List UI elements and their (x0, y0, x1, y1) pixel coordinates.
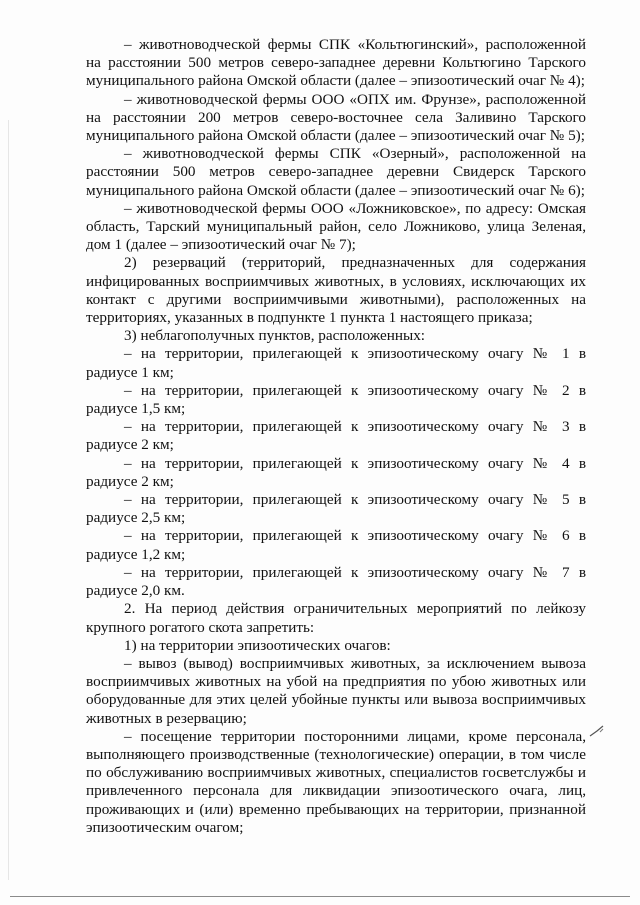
paragraph-radius-7: – на территории, прилегающей к эпизоотическому очагу № 7 в радиусе 2,0 км. (86, 563, 586, 600)
scan-edge-shadow (8, 120, 9, 880)
page-bottom-rule (10, 896, 630, 897)
paragraph-radius-6: – на территории, прилегающей к эпизоотическому очагу № 6 в радиусе 1,2 км; (86, 527, 586, 563)
paragraph-focus-7: – животноводческой фермы ООО «Ложниковское», по адресу: Омская область, Тарский муниципальный район, село Ложниково, улица Зеленая, дом 1 (далее – эпизоотический очаг № 7); (86, 199, 586, 254)
paragraph-radius-5: – на территории, прилегающей к эпизоотическому очагу № 5 в радиусе 2,5 км; (86, 491, 586, 527)
paragraph-visit-ban: – посещение территории посторонними лицами, кроме персонала, выполняющего производственные (технологические) операции, в том числе по обслуживанию восприимчивых животных, специалистов госветслужбы и привлеченного персонала для ликвидации эпизоотического очага, лиц, проживающих и (или) временно пребывающих на территории, признанной эпизоотическим очагом; (86, 727, 586, 836)
paragraph-focus-4: – животноводческой фермы СПК «Кольтюгинский», расположенной на расстоянии 500 метров северо-западнее деревни Кольтюгино Тарского муниципального района Омской области (далее – эпизоотический очаг № 4); (86, 36, 586, 90)
paragraph-subitem-1: 1) на территории эпизоотических очагов: (124, 636, 391, 654)
paragraph-radius-4: – на территории, прилегающей к эпизоотическому очагу № 4 в радиусе 2 км; (86, 454, 586, 490)
paragraph-reservations: 2) резерваций (территорий, предназначенных для содержания инфицированных восприимчивых животных, в условиях, исключающих их контакт с другими восприимчивыми животными), расположенных на территориях, указанных в подпункте 1 пункта 1 настоящего приказа; (86, 254, 586, 327)
paragraph-radius-3: – на территории, прилегающей к эпизоотическому очагу № 3 в радиусе 2 км; (86, 418, 586, 454)
paragraph-item-2: 2. На период действия ограничительных мероприятий по лейкозу крупного рогатого скота запретить: (86, 600, 586, 636)
document-body (86, 36, 586, 837)
paragraph-radius-2: – на территории, прилегающей к эпизоотическому очагу № 2 в радиусе 1,5 км; (86, 381, 586, 418)
paragraph-export-ban: – вывоз (вывод) восприимчивых животных, за исключением вывоза восприимчивых животных на убой на предприятия по убою животных или оборудованные для этих целей убойные пункты или вывоза восприимчивых животных в резервацию; (86, 654, 586, 727)
paragraph-focus-5: – животноводческой фермы ООО «ОПХ им. Фрунзе», расположенной на расстоянии 200 метров северо-восточнее села Заливино Тарского муниципального района Омской области (далее – эпизоотический очаг № 5); (86, 90, 586, 145)
paragraph-unfavorable-points: 3) неблагополучных пунктов, расположенных: (124, 327, 426, 345)
paragraph-focus-6: – животноводческой фермы СПК «Озерный», расположенной на расстоянии 500 метров северо-западнее деревни Свидерск Тарского муниципального района Омской области (далее – эпизоотический очаг № 6); (86, 145, 586, 199)
pen-mark-icon (588, 722, 606, 740)
paragraph-radius-1: – на территории, прилегающей к эпизоотическому очагу № 1 в радиусе 1 км; (86, 345, 586, 381)
